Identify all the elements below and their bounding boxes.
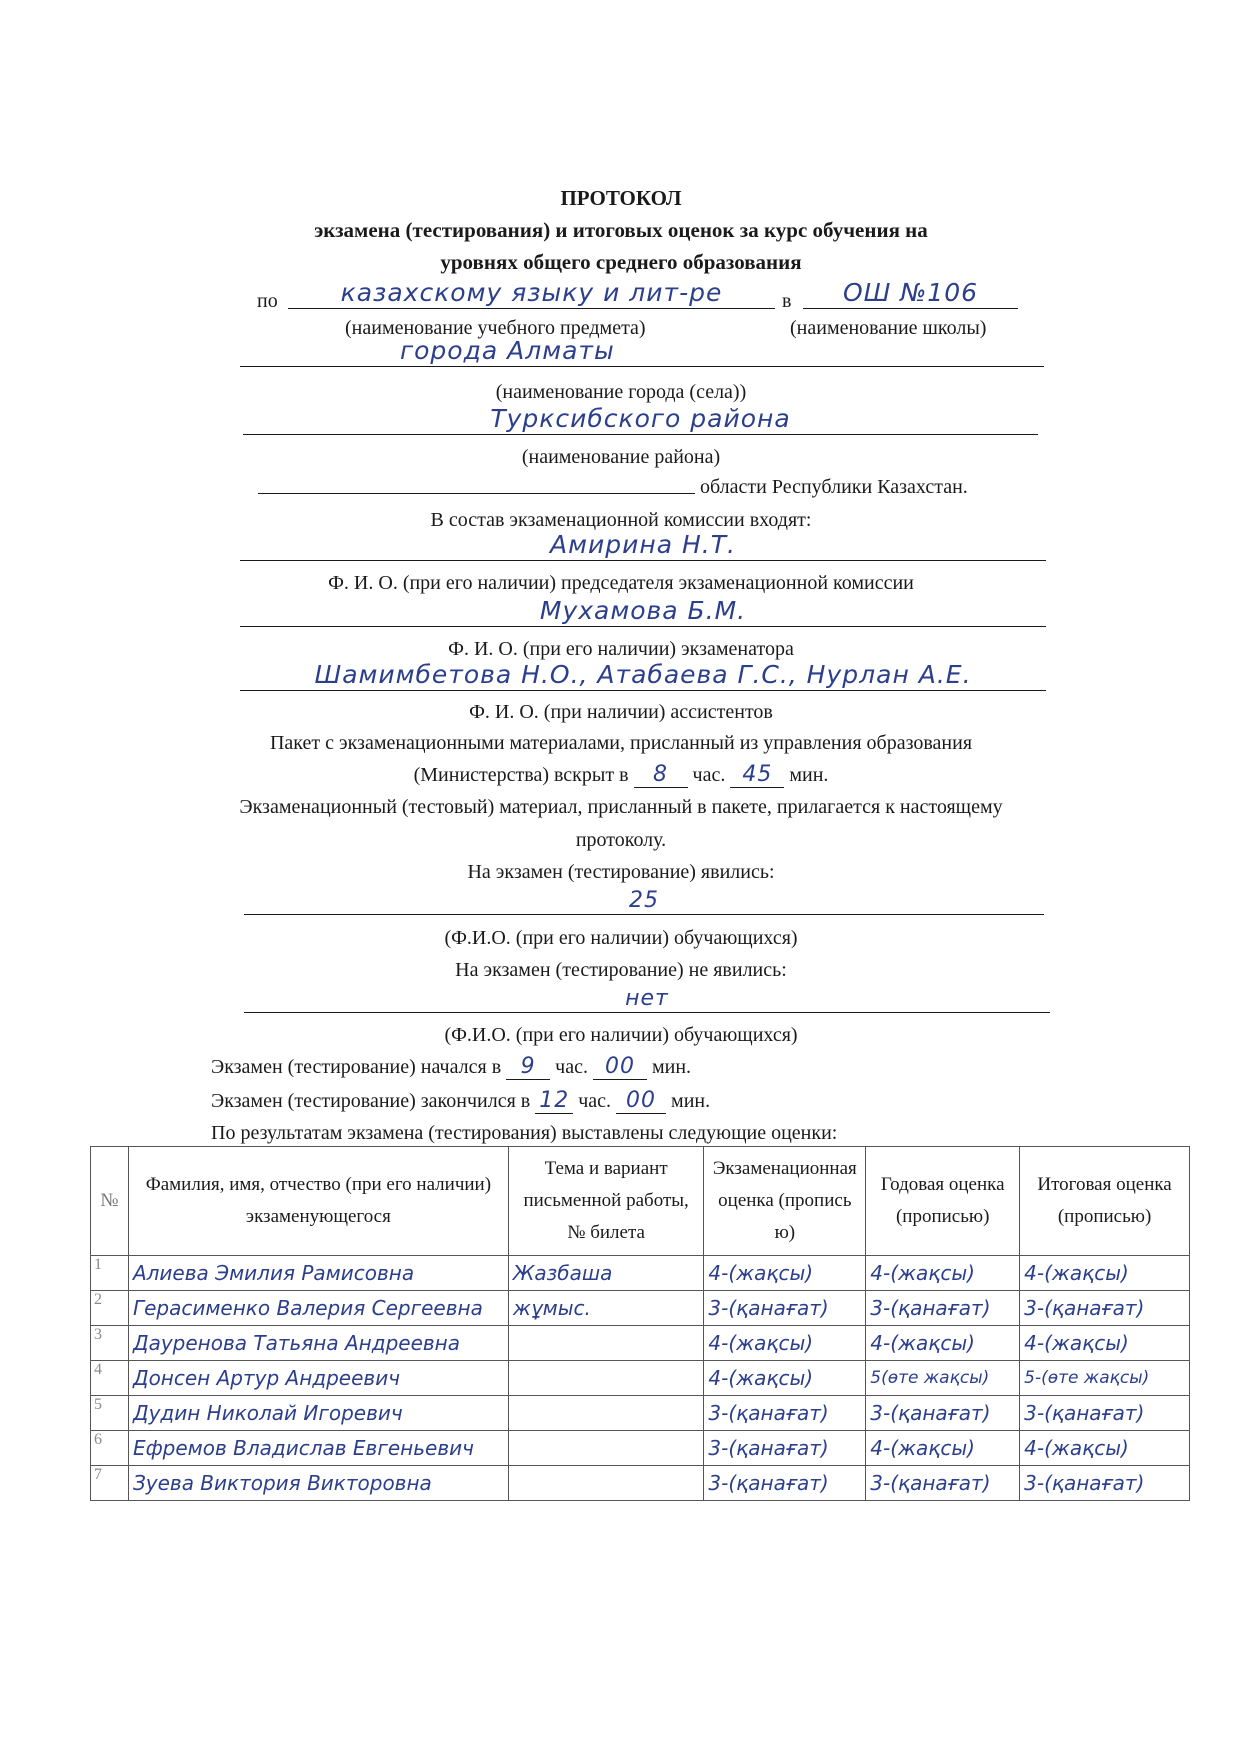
absent-field [244,980,1050,1013]
table-row [91,1466,1190,1501]
examiner-value: Мухамова Б.М. [539,596,747,625]
results-intro: По результатам экзамена (тестирования) выставлены следующие оценки: [211,1122,838,1144]
package-hour-label: час. [692,764,726,786]
table-row [91,1396,1190,1431]
final-grade: 4-(жақсы) [1024,1435,1129,1460]
assistants-field [240,660,1046,691]
commission-intro: В состав экзаменационной комиссии входят: [430,509,812,531]
attended-field [244,884,1044,915]
final-grade: 4-(жақсы) [1024,1330,1129,1355]
start-minute-field [593,1055,647,1080]
table-row [91,1431,1190,1466]
chairman-value: Амирина Н.Т. [550,530,736,559]
city-caption: (наименование города (села)) [495,381,747,403]
row-num: 2 [91,1291,129,1326]
annual-grade: 4-(жақсы) [870,1330,975,1355]
annual-grade: 3-(қанағат) [870,1295,991,1320]
examiner-field [240,596,1046,627]
work-theme: жұмыс. [512,1295,591,1320]
package-hour-field [634,763,688,788]
annual-grade: 3-(қанағат) [870,1470,991,1495]
package-opened-prefix: (Министерства) вскрыт в [413,764,629,786]
student-name: Ефремов Владислав Евгеньевич [132,1435,474,1460]
package-line1: Пакет с экзаменационными материалами, присланный из управления образования [269,732,973,754]
student-name: Алиева Эмилия Рамисовна [132,1260,415,1285]
header-exam-grade: Экзаменационная оценка (прописью) [704,1147,866,1256]
absent-caption: (Ф.И.О. (при его наличии) обучающихся) [444,1024,798,1046]
row-num: 6 [91,1431,129,1466]
header-annual-grade: Годовая оценка (прописью) [866,1147,1020,1256]
header-num: № [91,1147,129,1256]
start-minute-label: мин. [651,1056,692,1078]
school-field [803,278,1018,309]
table-header-row [91,1147,1190,1256]
absent-label: На экзамен (тестирование) не явились: [455,959,787,981]
table-row [91,1291,1190,1326]
annual-grade: 5(өте жақсы) [870,1367,990,1388]
material-line1: Экзаменационный (тестовый) материал, присланный в пакете, прилагается к настоящему [239,796,1003,818]
exam-end-prefix: Экзамен (тестирование) закончился в [211,1090,531,1112]
district-caption: (наименование района) [521,446,721,468]
end-hour-label: час. [578,1090,612,1112]
exam-grade: 4-(жақсы) [708,1365,814,1390]
school-caption: (наименование школы) [790,317,987,339]
table-row [91,1361,1190,1396]
region-suffix: области Республики Казахстан. [700,476,968,498]
chairman-field [240,530,1046,561]
po-prefix: по [257,290,278,312]
row-num: 5 [91,1396,129,1431]
v-label: в [782,290,792,312]
city-value: города Алматы [400,336,615,365]
protocol-title: ПРОТОКОЛ [560,186,682,210]
assistants-caption: Ф. И. О. (при наличии) ассистентов [469,701,773,723]
subject-field [288,278,775,309]
exam-start-prefix: Экзамен (тестирование) начался в [211,1056,502,1078]
final-grade: 3-(қанағат) [1024,1295,1145,1320]
student-name: Герасименко Валерия Сергеевна [132,1295,483,1320]
final-grade: 3-(қанағат) [1024,1400,1145,1425]
protocol-subtitle-line1: экзамена (тестирования) и итоговых оценок за курс обучения на [314,218,928,242]
package-minute-field [730,763,784,788]
final-grade: 3-(қанағат) [1024,1470,1145,1495]
annual-grade: 4-(жақсы) [870,1260,975,1285]
header-final-grade: Итоговая оценка (прописью) [1020,1147,1190,1256]
package-hour: 8 [653,762,669,787]
end-minute: 00 [626,1088,657,1113]
table-row [91,1326,1190,1361]
work-theme: Жазбаша [512,1260,613,1285]
annual-grade: 3-(қанағат) [870,1400,991,1425]
start-hour: 9 [520,1054,536,1079]
exam-grade: 4-(жақсы) [708,1260,814,1285]
subject-caption: (наименование учебного предмета) [345,317,646,339]
attended-value: 25 [629,888,659,913]
district-field [243,404,1038,435]
start-hour-field [506,1055,550,1080]
attended-caption: (Ф.И.О. (при его наличии) обучающихся) [444,927,798,949]
material-line2: протоколу. [575,829,667,851]
district-value: Турксибского района [490,404,791,433]
exam-grade: 3-(қанағат) [708,1400,829,1425]
student-name: Дауренова Татьяна Андреевна [132,1330,461,1355]
examiner-caption: Ф. И. О. (при его наличии) экзаменатора [448,638,794,660]
end-minute-field [616,1089,666,1114]
city-field [240,336,1044,367]
student-name: Донсен Артур Андреевич [132,1365,401,1390]
table-row [91,1256,1190,1291]
exam-grade: 3-(қанағат) [708,1470,829,1495]
student-name: Зуева Виктория Викторовна [132,1470,432,1495]
exam-grade: 3-(қанағат) [708,1435,829,1460]
exam-grade: 4-(жақсы) [708,1330,814,1355]
row-num: 7 [91,1466,129,1501]
header-theme: Тема и вариант письменной работы, № билета [508,1147,704,1256]
exam-grade: 3-(қанағат) [708,1295,829,1320]
end-hour-field [535,1089,573,1114]
row-num: 3 [91,1326,129,1361]
results-table [90,1146,1190,1501]
package-line2 [0,763,1242,788]
package-minute-label: мин. [789,764,829,786]
subject-value: казахскому языку и лит-ре [340,278,723,307]
protocol-subtitle-line2: уровнях общего среднего образования [440,250,802,274]
exam-end-line [211,1089,710,1114]
row-num: 1 [91,1256,129,1291]
student-name: Дудин Николай Игоревич [132,1400,403,1425]
start-hour-label: час. [555,1056,588,1078]
final-grade: 4-(жақсы) [1024,1260,1129,1285]
final-grade: 5-(өте жақсы) [1024,1367,1150,1388]
chairman-caption: Ф. И. О. (при его наличии) председателя экзаменационной комиссии [328,572,914,594]
row-num: 4 [91,1361,129,1396]
end-minute-label: мин. [671,1090,711,1112]
assistants-value: Шамимбетова Н.О., Атабаева Г.С., Нурлан А.Е. [314,660,972,689]
package-minute: 45 [742,762,773,787]
header-name: Фамилия, имя, отчество (при его наличии) экзаменующегося [128,1147,508,1256]
region-field [258,467,695,494]
school-value: ОШ №106 [842,278,979,307]
absent-value: нет [625,986,669,1011]
annual-grade: 4-(жақсы) [870,1435,975,1460]
start-minute: 00 [604,1054,635,1079]
attended-label: На экзамен (тестирование) явились: [467,861,775,883]
end-hour: 12 [539,1088,570,1113]
exam-start-line [211,1055,691,1080]
